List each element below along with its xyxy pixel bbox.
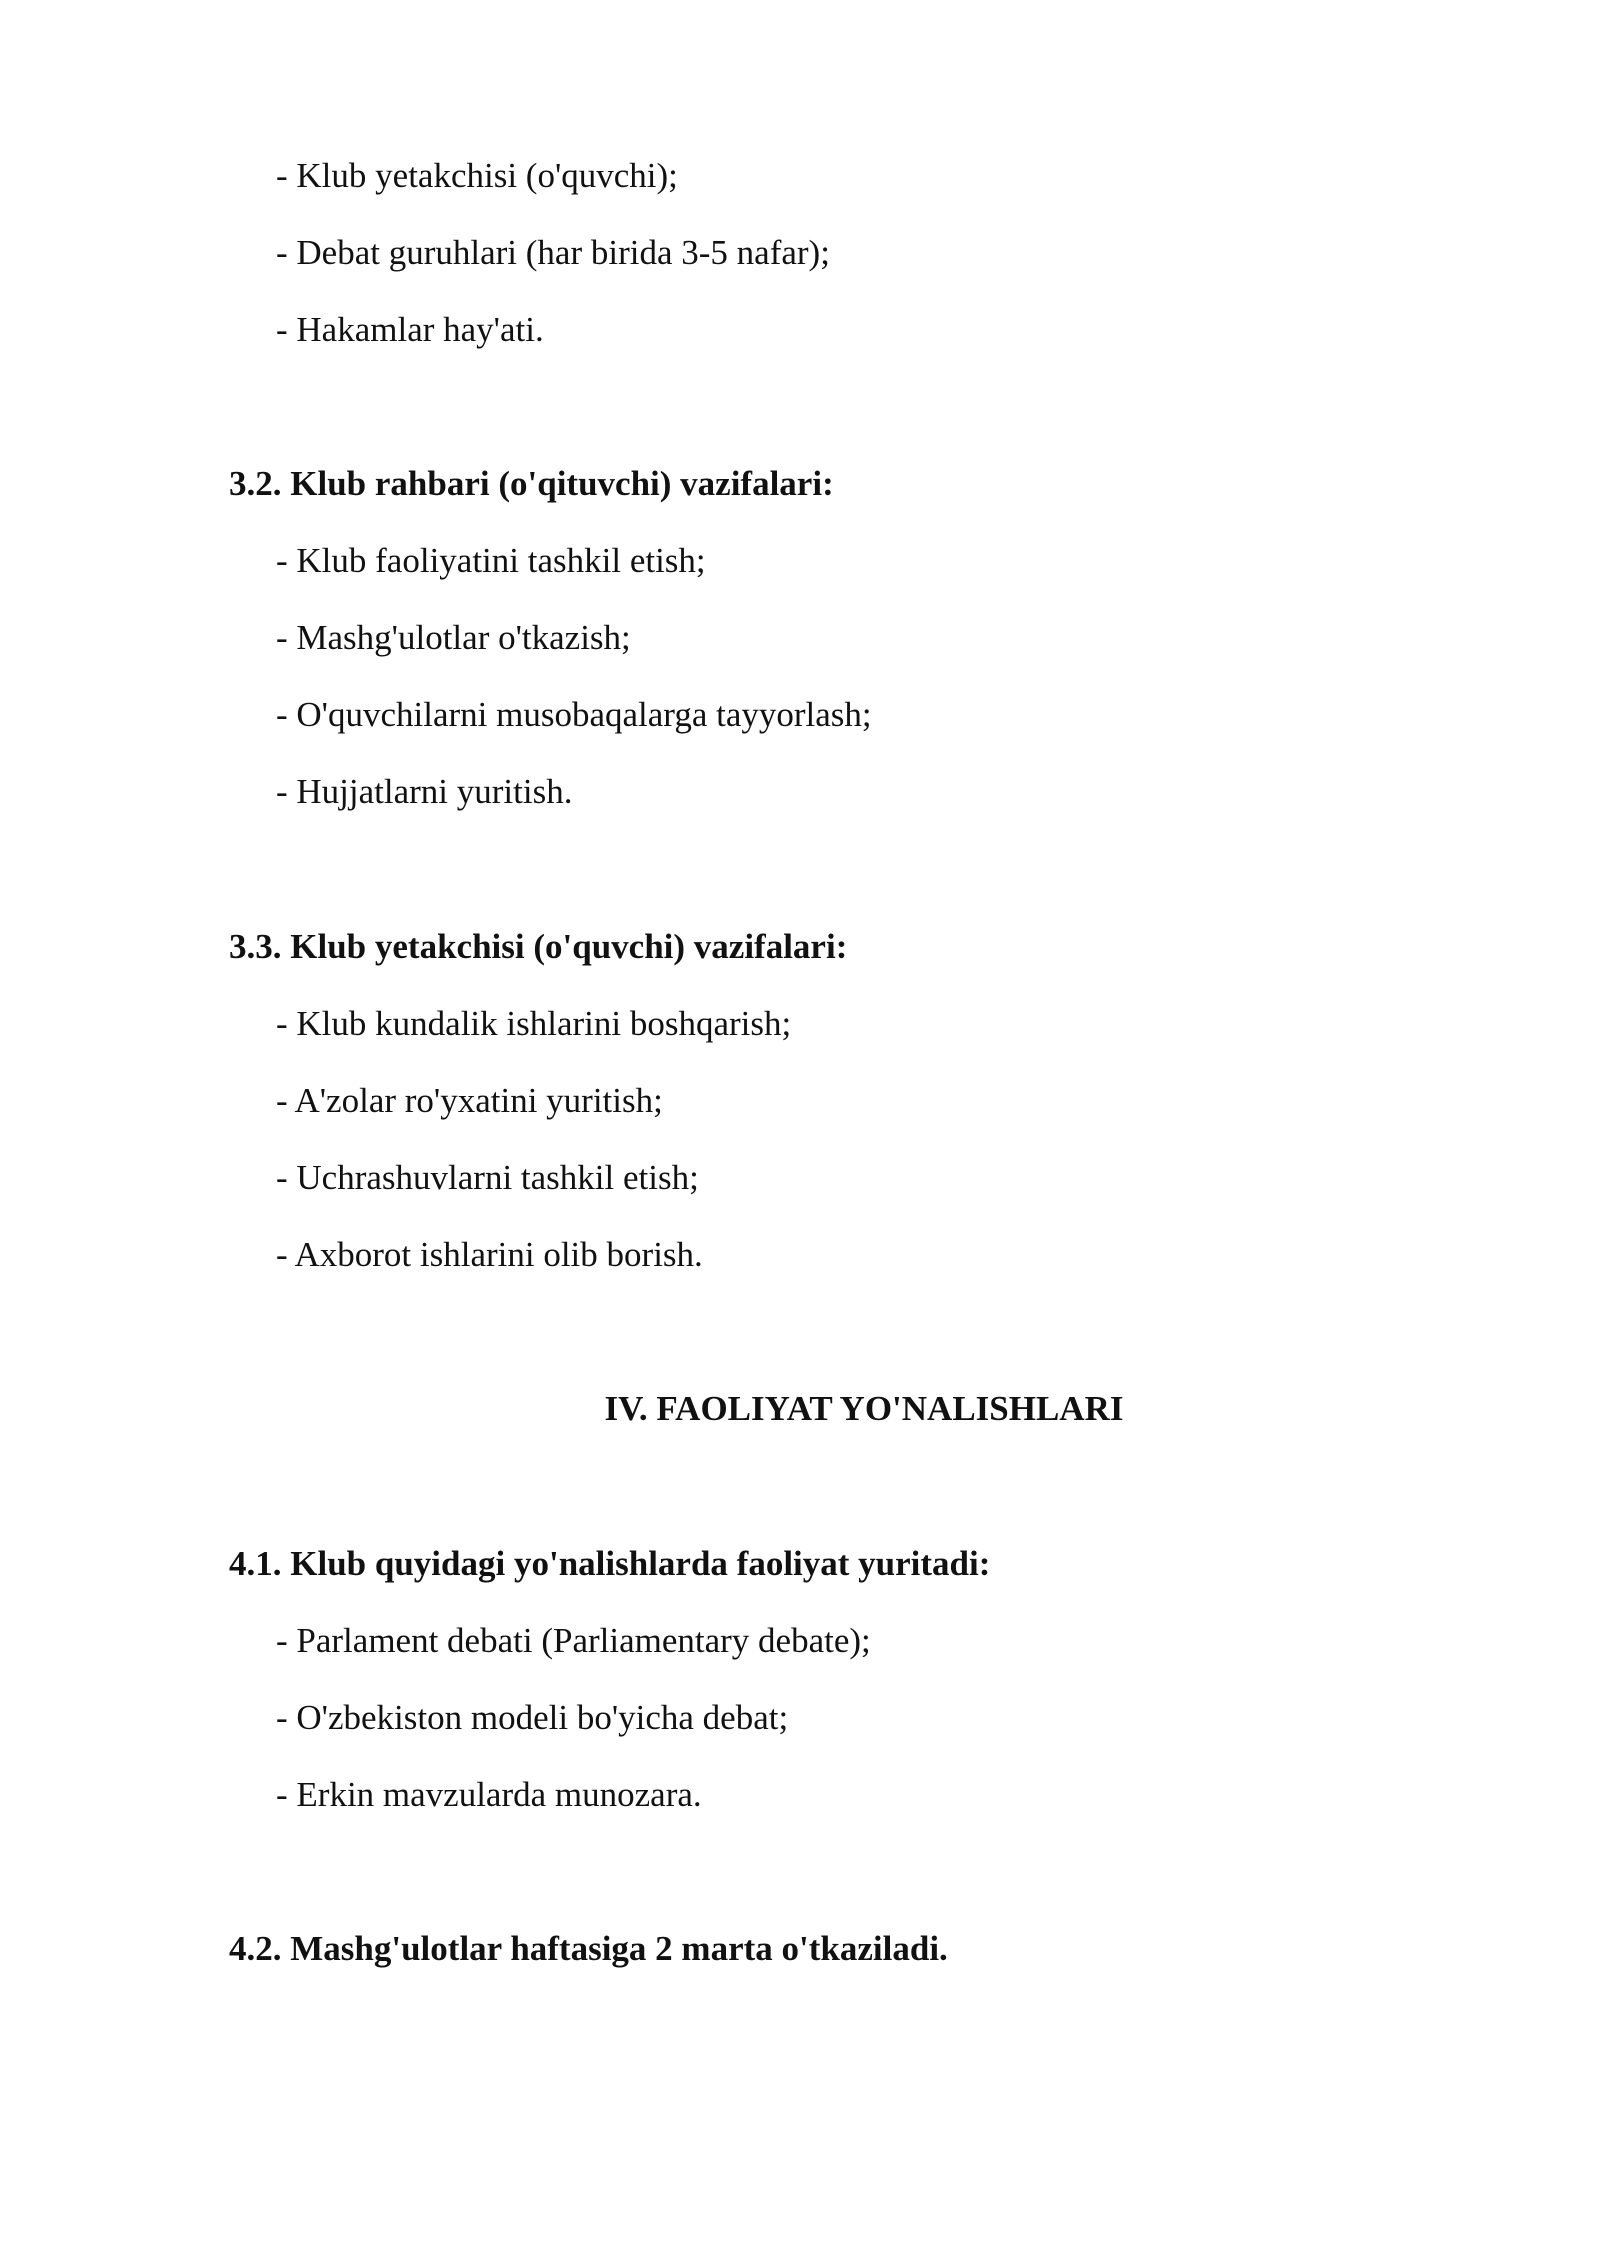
section-heading-4-2: 4.2. Mashg'ulotlar haftasiga 2 marta o'tkaziladi. (229, 1929, 948, 1968)
list-item: - Klub yetakchisi (o'quvchi); (276, 156, 678, 195)
list-item: - Uchrashuvlarni tashkil etish; (276, 1158, 699, 1197)
list-item: - A'zolar ro'yxatini yuritish; (276, 1081, 663, 1120)
section-heading-3-2: 3.2. Klub rahbari (o'qituvchi) vazifalari: (229, 464, 834, 503)
list-item: - Klub faoliyatini tashkil etish; (276, 541, 706, 580)
chapter-title: IV. FAOLIYAT YO'NALISHLARI (604, 1389, 1124, 1428)
list-item: - Parlament debati (Parliamentary debate); (276, 1621, 871, 1660)
list-item: - Mashg'ulotlar o'tkazish; (276, 618, 631, 657)
list-item: - O'zbekiston modeli bo'yicha debat; (276, 1698, 789, 1737)
list-item: - Klub kundalik ishlarini boshqarish; (276, 1004, 792, 1043)
list-item: - Axborot ishlarini olib borish. (276, 1235, 703, 1274)
section-heading-4-1: 4.1. Klub quyidagi yo'nalishlarda faoliyat yuritadi: (229, 1544, 991, 1583)
list-item: - Hakamlar hay'ati. (276, 310, 544, 349)
list-item: - Erkin mavzularda munozara. (276, 1775, 702, 1814)
section-heading-3-3: 3.3. Klub yetakchisi (o'quvchi) vazifalari: (229, 927, 848, 966)
list-item: - O'quvchilarni musobaqalarga tayyorlash; (276, 695, 872, 734)
list-item: - Hujjatlarni yuritish. (276, 772, 573, 811)
list-item: - Debat guruhlari (har birida 3-5 nafar); (276, 233, 830, 272)
